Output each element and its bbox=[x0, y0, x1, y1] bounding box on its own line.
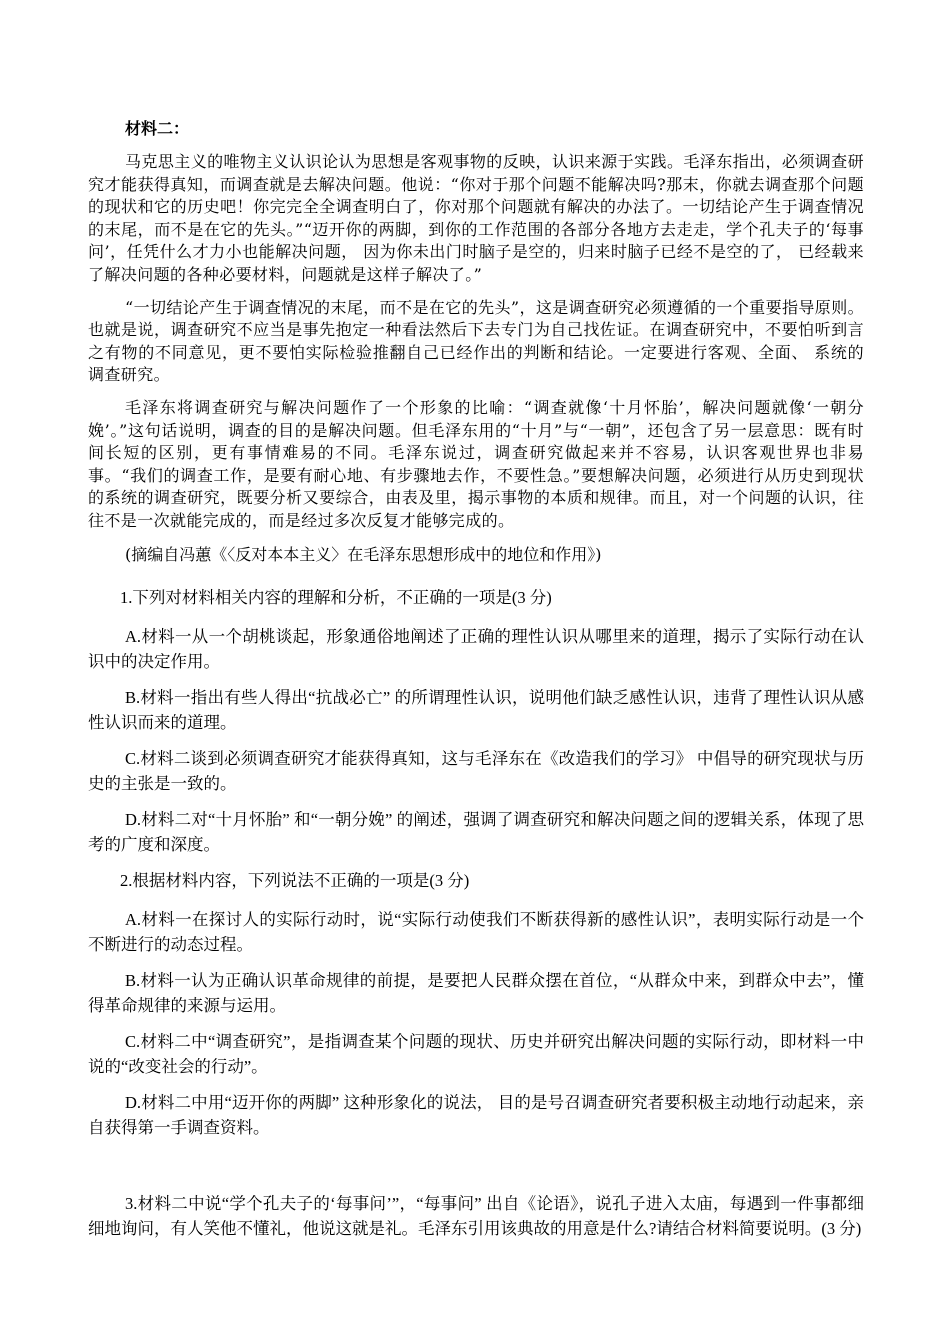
question-1-stem: 1.下列对材料相关内容的理解和分析，不正确的一项是(3 分) bbox=[120, 587, 552, 607]
question-1-option-c: C.材料二谈到必须调查研究才能获得真知，这与毛泽东在《改造我们的学习》 中倡导的研究现状与历史的主张是一致的。 bbox=[88, 748, 864, 793]
material-paragraph-2: “一切结论产生于调查情况的末尾，而不是在它的先头”，这是调查研究必须遵循的一个重要指导原则。也就是说，调查研究不应当是事先抱定一种看法然后下去专门为自己找佐证。在调查研究中，不要怕听到言之有物的不同意见，更不要怕实际检验推翻自己已经作出的判断和结论。一定要进行客观、全面、 系统的调查研究。 bbox=[88, 297, 864, 385]
material-heading: 材料二： bbox=[125, 119, 190, 138]
question-1-option-a: A.材料一从一个胡桃谈起，形象通俗地阐述了正确的理性认识从哪里来的道理，揭示了实际行动在认识中的决定作用。 bbox=[88, 626, 864, 671]
spacer bbox=[88, 1151, 864, 1191]
question-2-option-b: B.材料一认为正确认识革命规律的前提，是要把人民群众摆在首位，“从群众中来，到群众中去”，懂得革命规律的来源与运用。 bbox=[88, 970, 864, 1015]
material-paragraph-1: 马克思主义的唯物主义认识论认为思想是客观事物的反映，认识来源于实践。毛泽东指出，必须调查研究才能获得真知，而调查就是去解决问题。他说：“你对于那个问题不能解决吗?那末，你就去调查那个问题的现状和它的历史吧！你完完全全调查明白了，你对那个问题就有解决的办法了。一切结论产生于调查情况的末尾，而不是在它的先头。”“迈开你的两脚，到你的工作范围的各部分各地方去走走，学个孔夫子的‘每事问’，任凭什么才力小也能解决问题， 因为你未出门时脑子是空的，归来时脑子已经不是空的了， 已经载来了解决问题的各种必要材料，问题就是这样子解决了。” bbox=[88, 152, 864, 284]
question-2-option-a: A.材料一在探讨人的实际行动时，说“实际行动使我们不断获得新的感性认识”，表明实际行动是一个不断进行的动态过程。 bbox=[88, 909, 864, 954]
material-paragraph-3: 毛泽东将调查研究与解决问题作了一个形象的比喻：“调查就像‘十月怀胎’，解决问题就像‘一朝分娩’。”这句话说明，调查的目的是解决问题。但毛泽东用的“十月”与“一朝”，还包含了另一层意思：既有时间长短的区别，更有事情难易的不同。毛泽东说过，调查研究做起来并不容易，认识客观世界也非易事。“我们的调查工作，是要有耐心地、有步骤地去作，不要性急。”要想解决问题，必须进行从历史到现状的系统的调查研究，既要分析又要综合，由表及里，揭示事物的本质和规律。而且，对一个问题的认识，往往不是一次就能完成的，而是经过多次反复才能够完成的。 bbox=[88, 397, 864, 530]
question-2-stem: 2.根据材料内容，下列说法不正确的一项是(3 分) bbox=[120, 870, 470, 890]
question-2-option-d: D.材料二中用“迈开你的两脚” 这种形象化的说法， 目的是号召调查研究者要积极主动地行动起来，亲自获得第一手调查资料。 bbox=[88, 1092, 864, 1137]
question-1-option-d: D.材料二对“十月怀胎” 和“一朝分娩” 的阐述，强调了调查研究和解决问题之间的逻辑关系，体现了思考的广度和深度。 bbox=[88, 809, 864, 854]
material-source: (摘编自冯蕙《〈反对本本主义〉在毛泽东思想形成中的地位和作用》) bbox=[125, 544, 602, 564]
document-page bbox=[88, 118, 864, 1252]
question-2-option-c: C.材料二中“调查研究”，是指调查某个问题的现状、历史并研究出解决问题的实际行动，即材料一中说的“改变社会的行动”。 bbox=[88, 1031, 864, 1076]
question-1-option-b: B.材料一指出有些人得出“抗战必亡” 的所谓理性认识，说明他们缺乏感性认识，违背了理性认识从感性认识而来的道理。 bbox=[88, 687, 864, 732]
question-3-stem: 3.材料二中说“学个孔夫子的‘每事问’”，“每事问” 出自《论语》，说孔子进入太庙，每遇到一件事都细细地询问，有人笑他不懂礼，他说这就是礼。毛泽东引用该典故的用意是什么?请结合材料简要说明。(3 分) bbox=[88, 1193, 864, 1238]
